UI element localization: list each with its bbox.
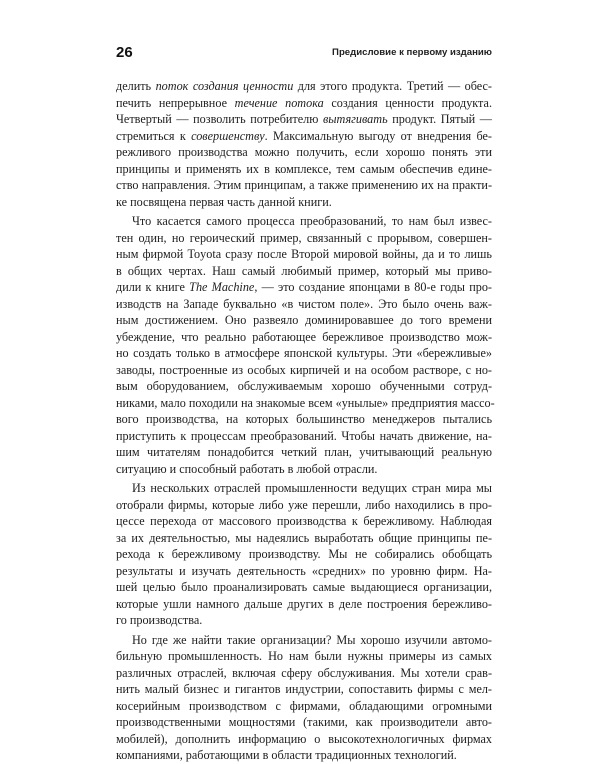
- page-header: [116, 44, 492, 68]
- text-line: ство направления. Этим принципам, а также применению их на практи-: [116, 178, 492, 192]
- text-line: ке посвящена первая часть данной книги.: [116, 194, 332, 209]
- text-line: компаниями, работающими в области традиционных технологий.: [116, 748, 457, 762]
- running-head: Предисловие к первому изданию: [332, 47, 492, 58]
- paragraph-4: [116, 632, 492, 764]
- text-line: рехода к бережливому производству. Мы не собирались обобщать: [116, 547, 492, 561]
- paragraph-3: [116, 480, 492, 629]
- text-line: Четвертый — позволить потребителю вытягивать продукт. Пятый —: [116, 112, 492, 126]
- text-line: заводы, построенные из особых кирпичей и на особом растворе, с но-: [116, 362, 492, 377]
- text-line: стремиться к совершенству. Максимальную выгоду от внедрения бе-: [116, 128, 492, 143]
- page-number: 26: [116, 44, 133, 61]
- text-line: Из нескольких отраслей промышленности ведущих стран мира мы: [132, 481, 492, 495]
- text-line: но создать только в атмосфере японской культуры. Эти «бережливые»: [116, 346, 492, 360]
- text-line: ным достижением. Оно развеяло доминировавшее до того времени: [116, 313, 492, 327]
- text-line: отобрали фирмы, которые либо уже перешли, либо находились в про-: [116, 497, 492, 512]
- text-line: дили к книге The Machine, — это создание японцами в 80-е годы про-: [116, 280, 492, 294]
- text-line: делить поток создания ценности для этого продукта. Третий — обес-: [116, 79, 492, 93]
- text-line: изводств на Западе буквально «в чистом поле». Это было очень важ-: [116, 296, 492, 311]
- text-line: косерийным производством с фирмами, обладающими огромными: [116, 698, 492, 713]
- text-line: вым оборудованием, обслуживаемым хорошо обученными сотруд-: [116, 379, 492, 393]
- text-line: различных отраслей, включая сферу обслуживания. Мы хотели срав-: [116, 665, 492, 680]
- body-text: [116, 78, 495, 764]
- text-line: печить непрерывное течение потока создания ценности продукта.: [116, 95, 492, 110]
- text-line: мобилей), дополнить информацию о высокотехнологичных фирмах: [116, 731, 492, 746]
- text-line: шей целью было проанализировать самые выдающиеся организации,: [116, 580, 492, 594]
- text-line: ситуацию и способный работать в любой отрасли.: [116, 461, 378, 476]
- text-line: Но где же найти такие организации? Мы хорошо изучили автомо-: [132, 632, 492, 647]
- text-line: принципы и применять их в комплексе, тем самым обеспечив едине-: [116, 161, 492, 176]
- text-line: тен один, но героический пример, связанный с прорывом, совершен-: [116, 230, 492, 245]
- text-line: вого производства, на которых большинство менеджеров пытались: [116, 412, 492, 426]
- text-line: цессе перехода от массового производства к бережливому. Наблюдая: [116, 514, 492, 528]
- text-line: режливого производства можно получить, если хорошо понять эти: [116, 145, 492, 159]
- text-line: шим читателям понадобится четкий план, учитывающий реальную: [116, 445, 492, 459]
- text-line: результаты и изучать деятельность «средних» по уровню фирм. На-: [116, 563, 492, 578]
- text-line: которые ушли намного дальше других в деле построения бережливо-: [116, 596, 492, 611]
- text-line: никами, мало походили на знакомые всем «унылые» предприятия массо-: [116, 395, 495, 410]
- paragraph-1: [116, 78, 492, 210]
- text-line: производственными мощностями (такими, как производители авто-: [116, 715, 492, 729]
- text-line: го производства.: [116, 613, 203, 627]
- text-line: убеждение, что реально работающее бережливое производство мож-: [116, 329, 492, 344]
- text-line: ным фирмой Toyota сразу после Второй мировой войны, да и то лишь: [116, 247, 492, 261]
- text-line: бильную промышленность. Но нам были нужны примеры из самых: [116, 649, 492, 663]
- paragraph-2: [116, 213, 495, 477]
- text-line: нить малый бизнес и гигантов индустрии, сопоставить фирмы с мел-: [116, 682, 492, 696]
- text-line: Что касается самого процесса преобразований, то нам был извес-: [132, 214, 492, 228]
- text-line: в общих чертах. Наш самый любимый пример, который мы приво-: [116, 263, 492, 278]
- text-line: за их деятельностью, мы надеялись выработать общие принципы пе-: [116, 530, 492, 545]
- text-line: приступить к процессам преобразований. Чтобы начать движение, на-: [116, 428, 492, 443]
